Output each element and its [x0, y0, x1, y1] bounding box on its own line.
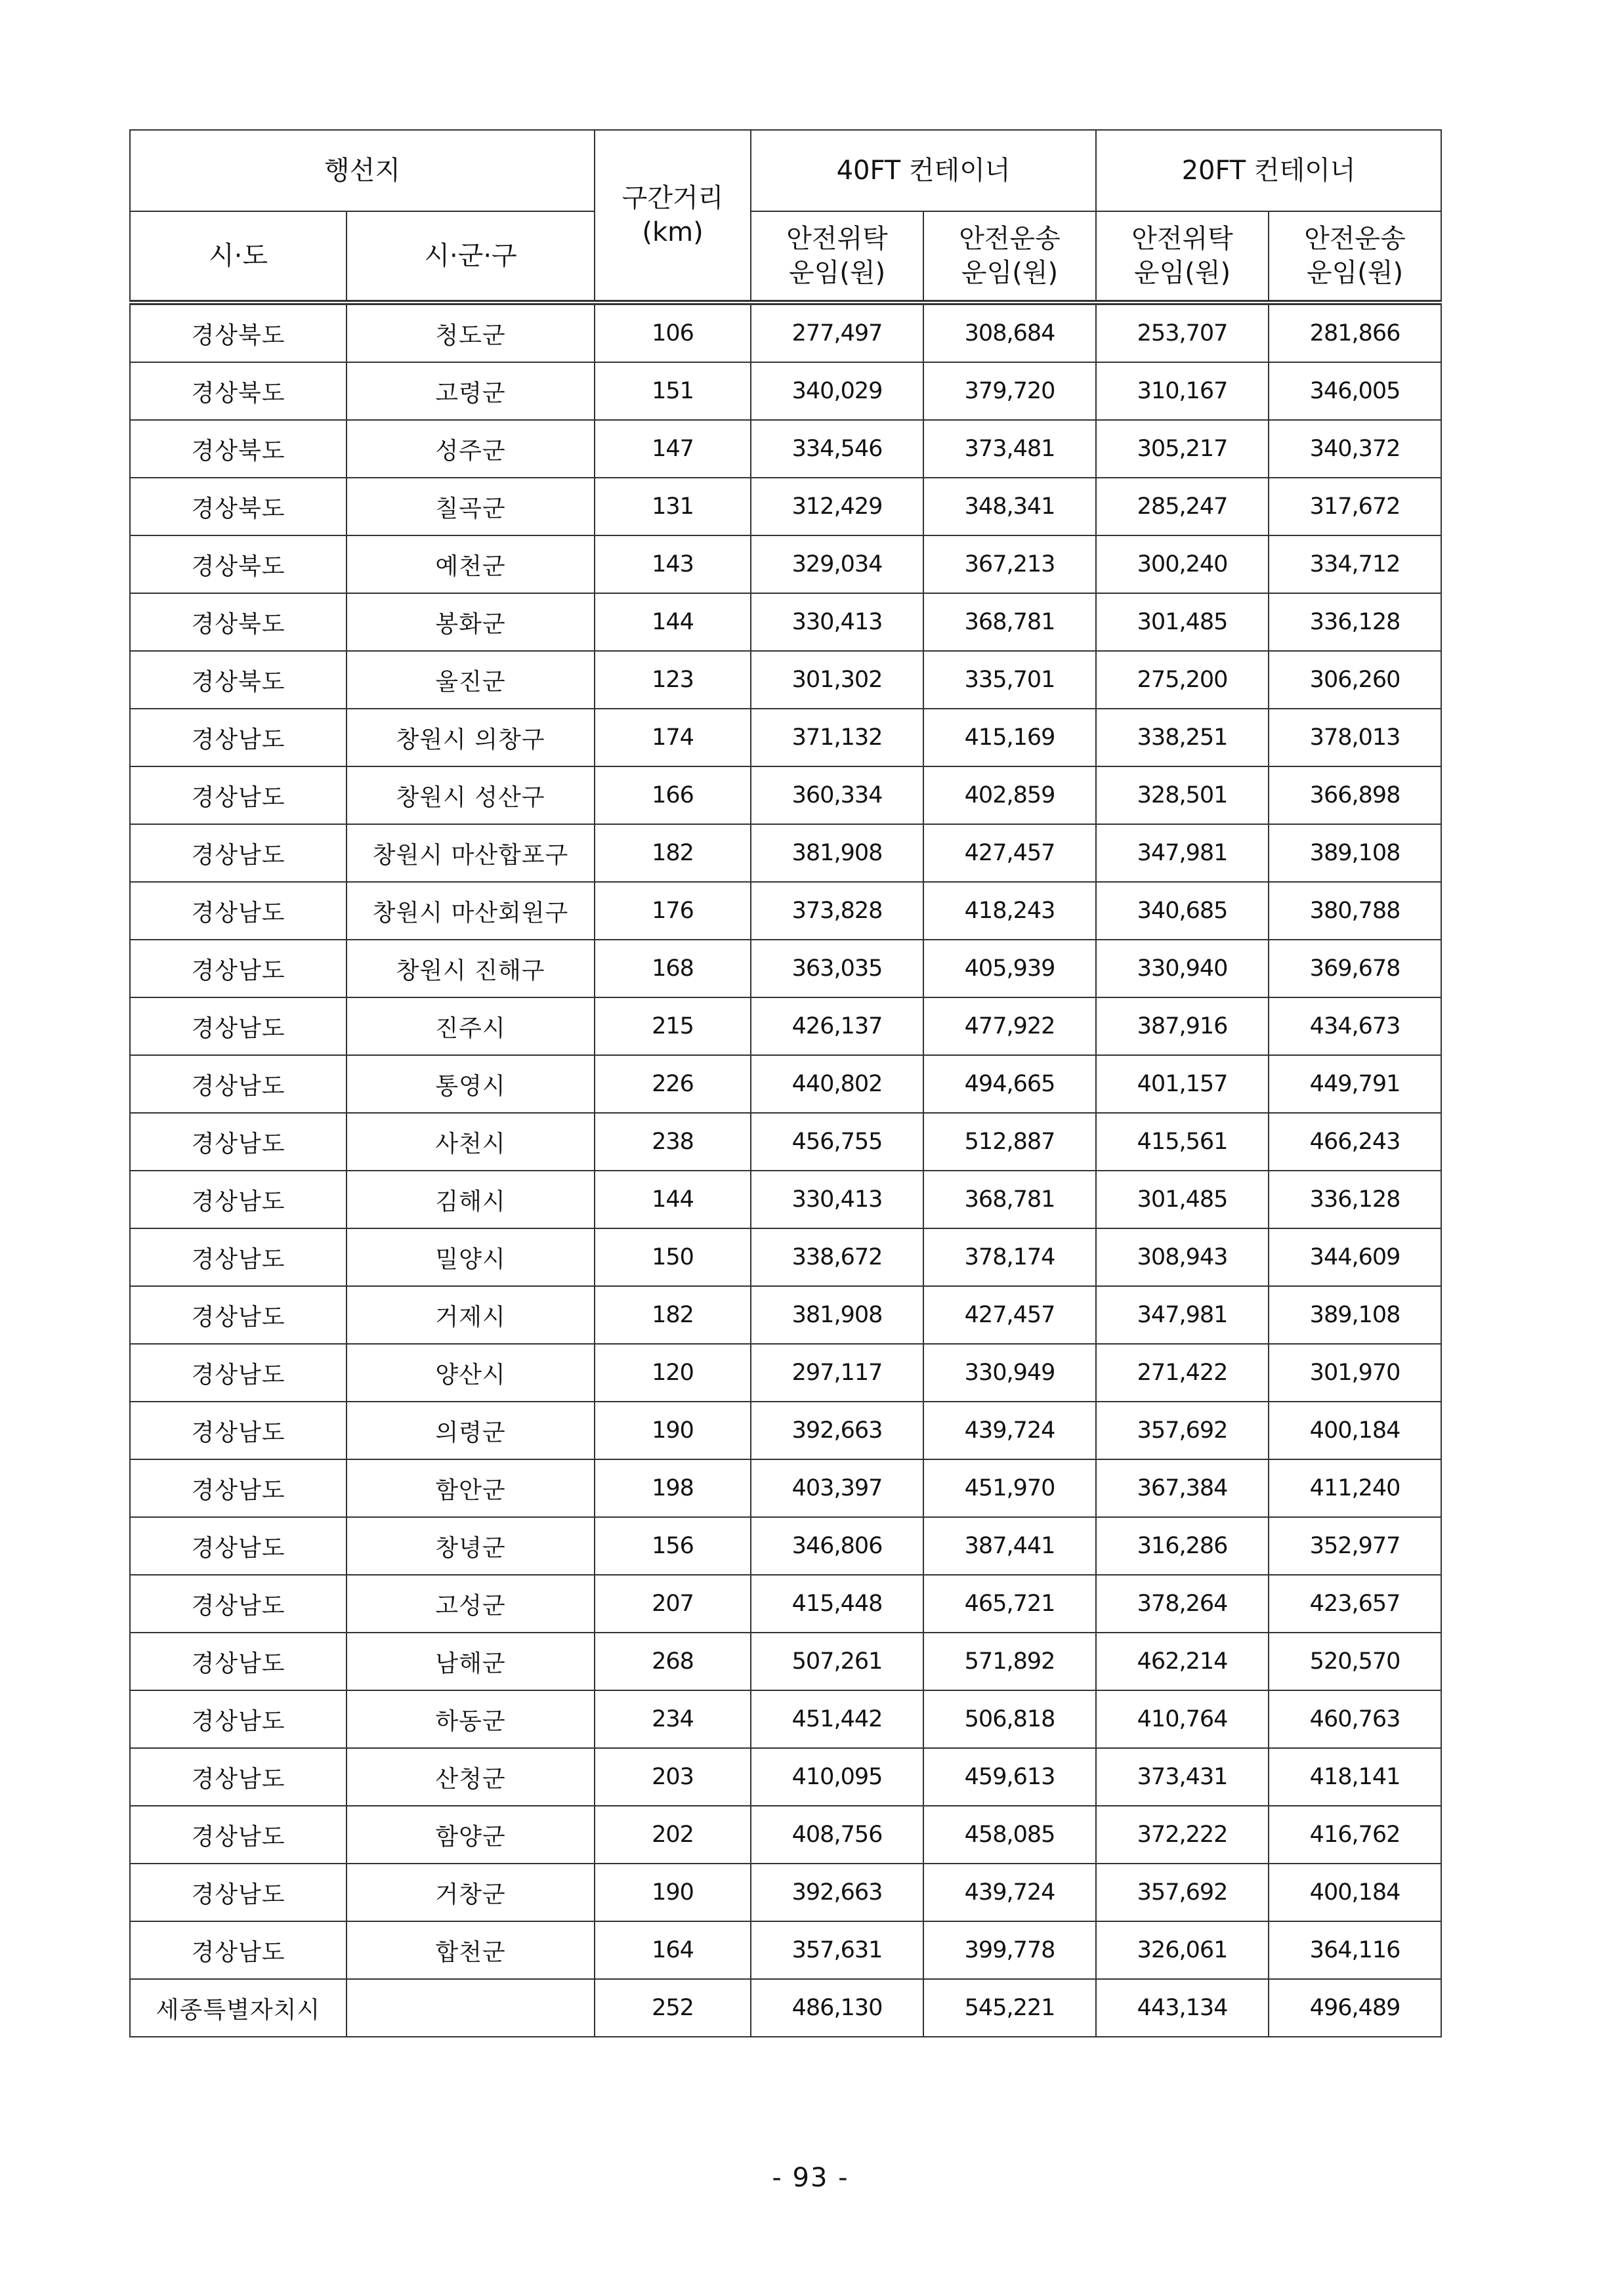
table-row [130, 1286, 1441, 1344]
table-row [130, 882, 1441, 940]
district-header: 시·군·구 [347, 211, 595, 303]
ft20-transport-rate-cell: 400,184 [1269, 1864, 1441, 1921]
province-cell: 경상북도 [130, 362, 347, 420]
ft40-transport-header [923, 211, 1096, 303]
distance-cell: 182 [595, 824, 751, 882]
ft40-transport-rate-cell: 427,457 [923, 824, 1096, 882]
table-row [130, 303, 1441, 362]
distance-cell: 143 [595, 535, 751, 593]
ft20-transport-rate-cell: 301,970 [1269, 1344, 1441, 1402]
ft20-transport-rate-cell: 317,672 [1269, 478, 1441, 535]
table-row [130, 1690, 1441, 1748]
province-cell: 경상북도 [130, 478, 347, 535]
ft40-consign-rate-cell: 312,429 [751, 478, 923, 535]
table-row [130, 824, 1441, 882]
ft40-transport-header-line2: 운임(원) [961, 258, 1059, 288]
province-cell: 경상남도 [130, 1806, 347, 1864]
distance-cell: 131 [595, 478, 751, 535]
ft20-consign-rate-cell: 357,692 [1096, 1402, 1269, 1459]
table-row [130, 1864, 1441, 1921]
distance-cell: 166 [595, 766, 751, 824]
ft20-consign-rate-cell: 285,247 [1096, 478, 1269, 535]
ft20-consign-rate-cell: 338,251 [1096, 709, 1269, 766]
ft40-consign-header-line2: 운임(원) [788, 258, 886, 288]
ft20-transport-rate-cell: 346,005 [1269, 362, 1441, 420]
district-cell: 창녕군 [347, 1517, 595, 1575]
ft20-consign-rate-cell: 330,940 [1096, 940, 1269, 997]
table-row [130, 709, 1441, 766]
distance-cell: 144 [595, 593, 751, 651]
ft20-transport-header-line2: 운임(원) [1306, 258, 1404, 288]
ft20-transport-rate-cell: 334,712 [1269, 535, 1441, 593]
ft40-transport-rate-cell: 368,781 [923, 593, 1096, 651]
province-cell: 경상남도 [130, 1228, 347, 1286]
ft20-transport-rate-cell: 411,240 [1269, 1459, 1441, 1517]
ft40-consign-rate-cell: 392,663 [751, 1402, 923, 1459]
distance-cell: 176 [595, 882, 751, 940]
district-cell: 산청군 [347, 1748, 595, 1806]
ft40-consign-rate-cell: 408,756 [751, 1806, 923, 1864]
ft20-consign-rate-cell: 316,286 [1096, 1517, 1269, 1575]
ft40-transport-rate-cell: 571,892 [923, 1633, 1096, 1690]
ft40-transport-rate-cell: 402,859 [923, 766, 1096, 824]
ft40-consign-rate-cell: 415,448 [751, 1575, 923, 1633]
ft20-transport-rate-cell: 434,673 [1269, 997, 1441, 1055]
district-cell: 남해군 [347, 1633, 595, 1690]
ft20-transport-rate-cell: 364,116 [1269, 1921, 1441, 1979]
distance-cell: 150 [595, 1228, 751, 1286]
ft40-consign-rate-cell: 392,663 [751, 1864, 923, 1921]
distance-cell: 123 [595, 651, 751, 709]
ft40-transport-rate-cell: 379,720 [923, 362, 1096, 420]
freight-rate-table [129, 129, 1442, 2037]
district-cell: 칠곡군 [347, 478, 595, 535]
province-cell: 경상남도 [130, 1921, 347, 1979]
distance-cell: 252 [595, 1979, 751, 2037]
ft20-transport-rate-cell: 366,898 [1269, 766, 1441, 824]
ft40-consign-rate-cell: 373,828 [751, 882, 923, 940]
ft40-consign-rate-cell: 403,397 [751, 1459, 923, 1517]
province-header: 시·도 [130, 211, 347, 303]
province-cell: 경상북도 [130, 651, 347, 709]
distance-cell: 207 [595, 1575, 751, 1633]
ft40-consign-rate-cell: 330,413 [751, 1171, 923, 1228]
province-cell: 경상남도 [130, 1344, 347, 1402]
ft40-transport-rate-cell: 367,213 [923, 535, 1096, 593]
table-row [130, 1459, 1441, 1517]
ft40-container-header: 40FT 컨테이너 [751, 130, 1096, 211]
province-cell: 경상남도 [130, 1171, 347, 1228]
distance-cell: 182 [595, 1286, 751, 1344]
ft20-transport-rate-cell: 389,108 [1269, 1286, 1441, 1344]
ft40-transport-rate-cell: 348,341 [923, 478, 1096, 535]
ft40-transport-rate-cell: 512,887 [923, 1113, 1096, 1171]
ft40-consign-rate-cell: 440,802 [751, 1055, 923, 1113]
ft40-consign-rate-cell: 507,261 [751, 1633, 923, 1690]
table-row [130, 1344, 1441, 1402]
ft20-consign-rate-cell: 275,200 [1096, 651, 1269, 709]
table-row [130, 940, 1441, 997]
table-row [130, 593, 1441, 651]
district-cell: 사천시 [347, 1113, 595, 1171]
district-cell: 성주군 [347, 420, 595, 478]
district-cell: 거제시 [347, 1286, 595, 1344]
table-row [130, 1633, 1441, 1690]
district-cell: 거창군 [347, 1864, 595, 1921]
ft40-transport-rate-cell: 405,939 [923, 940, 1096, 997]
ft40-transport-rate-cell: 477,922 [923, 997, 1096, 1055]
province-cell: 경상북도 [130, 535, 347, 593]
ft40-transport-rate-cell: 387,441 [923, 1517, 1096, 1575]
ft20-transport-rate-cell: 352,977 [1269, 1517, 1441, 1575]
distance-cell: 174 [595, 709, 751, 766]
table-row [130, 1806, 1441, 1864]
province-cell: 경상남도 [130, 1113, 347, 1171]
ft40-transport-rate-cell: 439,724 [923, 1864, 1096, 1921]
ft20-consign-rate-cell: 415,561 [1096, 1113, 1269, 1171]
ft40-consign-rate-cell: 381,908 [751, 1286, 923, 1344]
province-cell: 경상남도 [130, 1459, 347, 1517]
ft40-consign-rate-cell: 371,132 [751, 709, 923, 766]
ft40-consign-rate-cell: 360,334 [751, 766, 923, 824]
table-row [130, 362, 1441, 420]
ft20-consign-rate-cell: 367,384 [1096, 1459, 1269, 1517]
district-cell: 창원시 마산회원구 [347, 882, 595, 940]
ft20-transport-header [1269, 211, 1441, 303]
ft40-consign-rate-cell: 456,755 [751, 1113, 923, 1171]
ft20-transport-rate-cell: 389,108 [1269, 824, 1441, 882]
ft40-consign-rate-cell: 338,672 [751, 1228, 923, 1286]
ft40-transport-rate-cell: 378,174 [923, 1228, 1096, 1286]
ft40-consign-rate-cell: 363,035 [751, 940, 923, 997]
district-cell: 함안군 [347, 1459, 595, 1517]
district-cell: 고령군 [347, 362, 595, 420]
ft20-consign-rate-cell: 357,692 [1096, 1864, 1269, 1921]
distance-cell: 147 [595, 420, 751, 478]
ft20-consign-rate-cell: 372,222 [1096, 1806, 1269, 1864]
district-cell: 밀양시 [347, 1228, 595, 1286]
ft20-transport-rate-cell: 336,128 [1269, 1171, 1441, 1228]
ft40-transport-rate-cell: 458,085 [923, 1806, 1096, 1864]
province-cell: 경상북도 [130, 420, 347, 478]
ft20-transport-rate-cell: 400,184 [1269, 1402, 1441, 1459]
ft40-transport-rate-cell: 373,481 [923, 420, 1096, 478]
table-row [130, 766, 1441, 824]
district-cell: 의령군 [347, 1402, 595, 1459]
table-row [130, 1402, 1441, 1459]
ft40-consign-rate-cell: 330,413 [751, 593, 923, 651]
ft20-consign-rate-cell: 347,981 [1096, 1286, 1269, 1344]
province-cell: 경상남도 [130, 997, 347, 1055]
ft40-transport-rate-cell: 545,221 [923, 1979, 1096, 2037]
table-row [130, 1748, 1441, 1806]
province-cell: 경상남도 [130, 1517, 347, 1575]
province-cell: 경상남도 [130, 882, 347, 940]
province-cell: 경상남도 [130, 1402, 347, 1459]
ft20-transport-rate-cell: 378,013 [1269, 709, 1441, 766]
table-row [130, 1921, 1441, 1979]
ft20-consign-rate-cell: 443,134 [1096, 1979, 1269, 2037]
ft20-transport-rate-cell: 460,763 [1269, 1690, 1441, 1748]
province-cell: 경상남도 [130, 940, 347, 997]
province-cell: 세종특별자치시 [130, 1979, 347, 2037]
table-row [130, 478, 1441, 535]
ft40-consign-rate-cell: 357,631 [751, 1921, 923, 1979]
ft40-transport-rate-cell: 451,970 [923, 1459, 1096, 1517]
district-cell: 창원시 의창구 [347, 709, 595, 766]
distance-cell: 268 [595, 1633, 751, 1690]
ft20-transport-rate-cell: 306,260 [1269, 651, 1441, 709]
distance-cell: 106 [595, 303, 751, 362]
table-header [130, 130, 1441, 303]
ft20-consign-rate-cell: 410,764 [1096, 1690, 1269, 1748]
ft20-consign-rate-cell: 387,916 [1096, 997, 1269, 1055]
province-cell: 경상남도 [130, 1055, 347, 1113]
ft40-transport-rate-cell: 427,457 [923, 1286, 1096, 1344]
distance-header-unit: (km) [642, 217, 704, 247]
table-row [130, 535, 1441, 593]
ft20-transport-rate-cell: 369,678 [1269, 940, 1441, 997]
ft20-consign-rate-cell: 462,214 [1096, 1633, 1269, 1690]
distance-header-label: 구간거리 [621, 183, 724, 213]
ft20-consign-rate-cell: 300,240 [1096, 535, 1269, 593]
table-row [130, 1055, 1441, 1113]
ft40-consign-rate-cell: 340,029 [751, 362, 923, 420]
ft40-consign-header-line1: 안전위탁 [786, 224, 888, 254]
table-row [130, 1979, 1441, 2037]
district-cell: 고성군 [347, 1575, 595, 1633]
distance-cell: 203 [595, 1748, 751, 1806]
ft20-consign-rate-cell: 310,167 [1096, 362, 1269, 420]
ft20-transport-rate-cell: 380,788 [1269, 882, 1441, 940]
province-cell: 경상북도 [130, 593, 347, 651]
page-number: - 93 - [772, 2163, 849, 2193]
ft20-transport-rate-cell: 344,609 [1269, 1228, 1441, 1286]
district-cell: 창원시 마산합포구 [347, 824, 595, 882]
distance-cell: 202 [595, 1806, 751, 1864]
ft40-consign-rate-cell: 277,497 [751, 303, 923, 362]
ft40-transport-header-line1: 안전운송 [959, 224, 1061, 254]
district-cell: 통영시 [347, 1055, 595, 1113]
distance-cell: 190 [595, 1402, 751, 1459]
ft20-transport-rate-cell: 336,128 [1269, 593, 1441, 651]
district-cell: 양산시 [347, 1344, 595, 1402]
ft40-consign-rate-cell: 451,442 [751, 1690, 923, 1748]
table-row [130, 1517, 1441, 1575]
ft40-transport-rate-cell: 308,684 [923, 303, 1096, 362]
district-cell [347, 1979, 595, 2037]
ft40-consign-rate-cell: 297,117 [751, 1344, 923, 1402]
district-cell: 울진군 [347, 651, 595, 709]
table-body [130, 303, 1441, 2037]
ft40-transport-rate-cell: 439,724 [923, 1402, 1096, 1459]
table-row [130, 651, 1441, 709]
province-cell: 경상북도 [130, 303, 347, 362]
district-cell: 하동군 [347, 1690, 595, 1748]
ft20-consign-rate-cell: 378,264 [1096, 1575, 1269, 1633]
distance-cell: 168 [595, 940, 751, 997]
province-cell: 경상남도 [130, 1286, 347, 1344]
ft40-transport-rate-cell: 465,721 [923, 1575, 1096, 1633]
district-cell: 김해시 [347, 1171, 595, 1228]
province-cell: 경상남도 [130, 1864, 347, 1921]
ft20-consign-rate-cell: 305,217 [1096, 420, 1269, 478]
ft40-consign-rate-cell: 426,137 [751, 997, 923, 1055]
ft20-consign-rate-cell: 326,061 [1096, 1921, 1269, 1979]
ft40-transport-rate-cell: 459,613 [923, 1748, 1096, 1806]
distance-cell: 215 [595, 997, 751, 1055]
ft20-transport-rate-cell: 423,657 [1269, 1575, 1441, 1633]
ft20-consign-rate-cell: 347,981 [1096, 824, 1269, 882]
district-cell: 함양군 [347, 1806, 595, 1864]
ft20-transport-rate-cell: 466,243 [1269, 1113, 1441, 1171]
ft40-transport-rate-cell: 330,949 [923, 1344, 1096, 1402]
ft20-consign-rate-cell: 301,485 [1096, 1171, 1269, 1228]
table-row [130, 420, 1441, 478]
ft40-transport-rate-cell: 368,781 [923, 1171, 1096, 1228]
ft20-consign-rate-cell: 271,422 [1096, 1344, 1269, 1402]
ft40-consign-rate-cell: 301,302 [751, 651, 923, 709]
ft20-consign-rate-cell: 308,943 [1096, 1228, 1269, 1286]
ft40-consign-header [751, 211, 923, 303]
ft40-consign-rate-cell: 329,034 [751, 535, 923, 593]
province-cell: 경상남도 [130, 1633, 347, 1690]
table-row [130, 1575, 1441, 1633]
district-cell: 진주시 [347, 997, 595, 1055]
ft20-consign-rate-cell: 328,501 [1096, 766, 1269, 824]
ft20-transport-rate-cell: 449,791 [1269, 1055, 1441, 1113]
distance-cell: 156 [595, 1517, 751, 1575]
destination-header: 행선지 [130, 130, 595, 211]
ft40-consign-rate-cell: 381,908 [751, 824, 923, 882]
distance-cell: 238 [595, 1113, 751, 1171]
ft20-transport-rate-cell: 416,762 [1269, 1806, 1441, 1864]
ft20-consign-header-line2: 운임(원) [1133, 258, 1231, 288]
distance-cell: 151 [595, 362, 751, 420]
ft40-transport-rate-cell: 335,701 [923, 651, 1096, 709]
ft20-consign-rate-cell: 301,485 [1096, 593, 1269, 651]
distance-cell: 144 [595, 1171, 751, 1228]
table-row [130, 1171, 1441, 1228]
distance-cell: 190 [595, 1864, 751, 1921]
district-cell: 창원시 성산구 [347, 766, 595, 824]
ft40-consign-rate-cell: 410,095 [751, 1748, 923, 1806]
ft20-consign-header [1096, 211, 1269, 303]
distance-cell: 198 [595, 1459, 751, 1517]
distance-cell: 164 [595, 1921, 751, 1979]
province-cell: 경상남도 [130, 709, 347, 766]
table-row [130, 997, 1441, 1055]
province-cell: 경상남도 [130, 1575, 347, 1633]
district-cell: 예천군 [347, 535, 595, 593]
table-row [130, 1228, 1441, 1286]
district-cell: 창원시 진해구 [347, 940, 595, 997]
ft40-transport-rate-cell: 494,665 [923, 1055, 1096, 1113]
ft20-transport-rate-cell: 520,570 [1269, 1633, 1441, 1690]
ft20-consign-rate-cell: 373,431 [1096, 1748, 1269, 1806]
province-cell: 경상남도 [130, 766, 347, 824]
ft20-consign-rate-cell: 340,685 [1096, 882, 1269, 940]
district-cell: 봉화군 [347, 593, 595, 651]
district-cell: 청도군 [347, 303, 595, 362]
ft20-transport-rate-cell: 281,866 [1269, 303, 1441, 362]
ft20-transport-header-line1: 안전운송 [1304, 224, 1406, 254]
ft20-transport-rate-cell: 340,372 [1269, 420, 1441, 478]
province-cell: 경상남도 [130, 1690, 347, 1748]
district-cell: 합천군 [347, 1921, 595, 1979]
distance-cell: 234 [595, 1690, 751, 1748]
ft20-consign-rate-cell: 401,157 [1096, 1055, 1269, 1113]
ft40-consign-rate-cell: 334,546 [751, 420, 923, 478]
province-cell: 경상남도 [130, 824, 347, 882]
table-row [130, 1113, 1441, 1171]
ft40-transport-rate-cell: 506,818 [923, 1690, 1096, 1748]
province-cell: 경상남도 [130, 1748, 347, 1806]
ft40-consign-rate-cell: 486,130 [751, 1979, 923, 2037]
distance-cell: 226 [595, 1055, 751, 1113]
distance-cell: 120 [595, 1344, 751, 1402]
ft20-consign-header-line1: 안전위탁 [1131, 224, 1233, 254]
ft40-transport-rate-cell: 418,243 [923, 882, 1096, 940]
distance-header [595, 130, 751, 303]
ft20-consign-rate-cell: 253,707 [1096, 303, 1269, 362]
ft40-consign-rate-cell: 346,806 [751, 1517, 923, 1575]
ft40-transport-rate-cell: 415,169 [923, 709, 1096, 766]
ft20-transport-rate-cell: 496,489 [1269, 1979, 1441, 2037]
ft20-container-header: 20FT 컨테이너 [1096, 130, 1441, 211]
ft20-transport-rate-cell: 418,141 [1269, 1748, 1441, 1806]
ft40-transport-rate-cell: 399,778 [923, 1921, 1096, 1979]
